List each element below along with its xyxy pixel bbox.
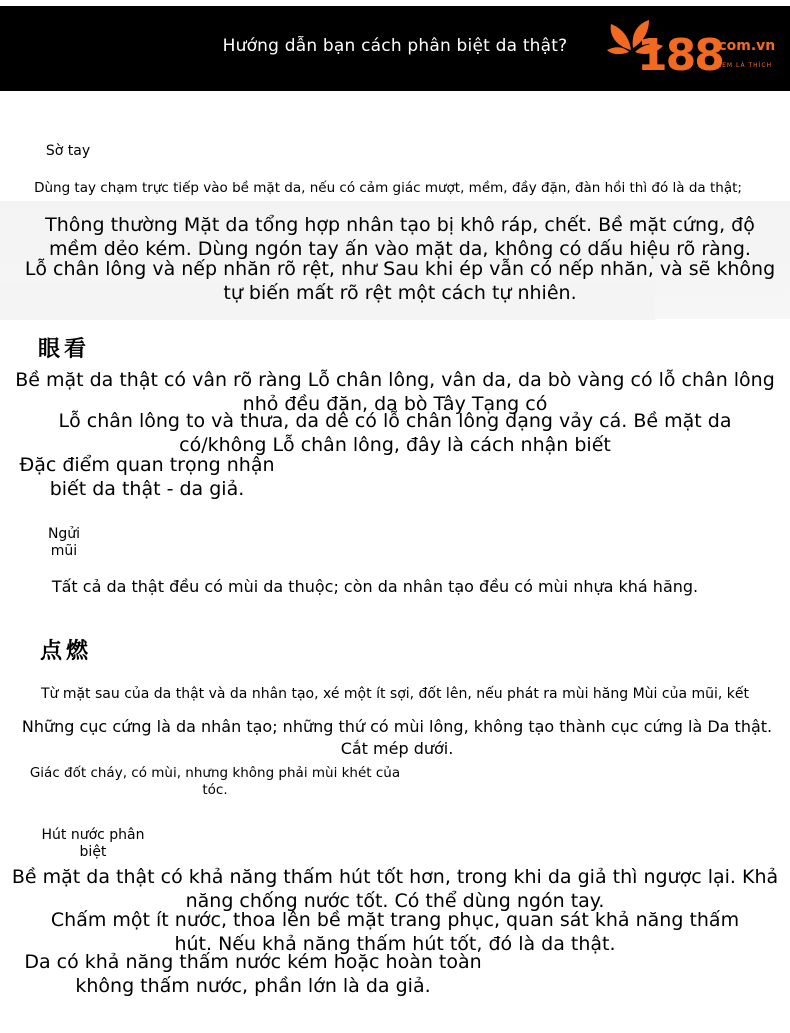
logo-tagline: XEM LÀ THÍCH (717, 62, 773, 69)
water-paragraph-2: Chấm một ít nước, thoa lên bề mặt trang phục, quan sát khả năng thấm hút. Nếu khả năng thấm hút tốt, đó là da thật. (50, 909, 740, 955)
touch-paragraph-1: Thông thường Mặt da tổng hợp nhân tạo bị khô ráp, chết. Bề mặt cứng, độ mềm dẻo kém. Dùng ngón tay ấn vào mặt da, không có dấu hiệu rõ ràng. (45, 214, 755, 260)
look-paragraph-3: Đặc điểm quan trọng nhận biết da thật - da giả. (19, 454, 275, 500)
touch-paragraph-2: Lỗ chân lông và nếp nhăn rõ rệt, như Sau khi ép vẫn có nếp nhăn, và sẽ không tự biến mất rõ rệt một cách tự nhiên. (24, 258, 776, 304)
touch-intro: Dùng tay chạm trực tiếp vào bề mặt da, nếu có cảm giác mượt, mềm, đầy đặn, đàn hồi thì đó là da thật; (34, 180, 742, 196)
logo-number: 188 (637, 30, 723, 81)
water-heading: Hút nước phân biệt (41, 827, 145, 861)
water-paragraph-1: Bề mặt da thật có khả năng thấm hút tốt hơn, trong khi da giả thì ngược lại. Khả năng chống nước tốt. Có thể dùng ngón tay. (11, 866, 779, 912)
burn-paragraph-3: Giác đốt cháy, có mùi, nhưng không phải mùi khét của tóc. (29, 765, 401, 799)
logo-domain: .com.vn (713, 38, 776, 54)
burn-paragraph-1: Từ mặt sau của da thật và da nhân tạo, xé một ít sợi, đốt lên, nếu phát ra mùi hăng Mùi của mũi, kết (40, 686, 750, 702)
look-paragraph-2: Lỗ chân lông to và thưa, da dê có lỗ chân lông dạng vảy cá. Bề mặt da có/không Lỗ chân lông, đây là cách nhận biết (58, 410, 732, 456)
smell-paragraph-1: Tất cả da thật đều có mùi da thuộc; còn da nhân tạo đều có mùi nhựa khá hăng. (51, 577, 699, 596)
site-logo[interactable] (605, 16, 785, 88)
smell-heading: Ngửi mũi (47, 526, 81, 560)
burn-heading: 点燃 (40, 639, 93, 664)
burn-paragraph-2: Những cục cứng là da nhân tạo; những thứ có mùi lông, không tạo thành cục cứng là Da thật. Cắt mép dưới. (21, 717, 773, 758)
water-paragraph-3: Da có khả năng thấm nước kém hoặc hoàn toàn không thấm nước, phần lớn là da giả. (24, 951, 482, 997)
touch-heading: Sờ tay (45, 143, 91, 159)
header-bar (0, 6, 790, 91)
page-title: Hướng dẫn bạn cách phân biệt da thật? (222, 36, 568, 56)
look-paragraph-1: Bề mặt da thật có vân rõ ràng Lỗ chân lông, vân da, da bò vàng có lỗ chân lông nhỏ đều đặn, da bò Tây Tạng có (15, 369, 775, 415)
look-heading: 眼看 (38, 337, 91, 362)
